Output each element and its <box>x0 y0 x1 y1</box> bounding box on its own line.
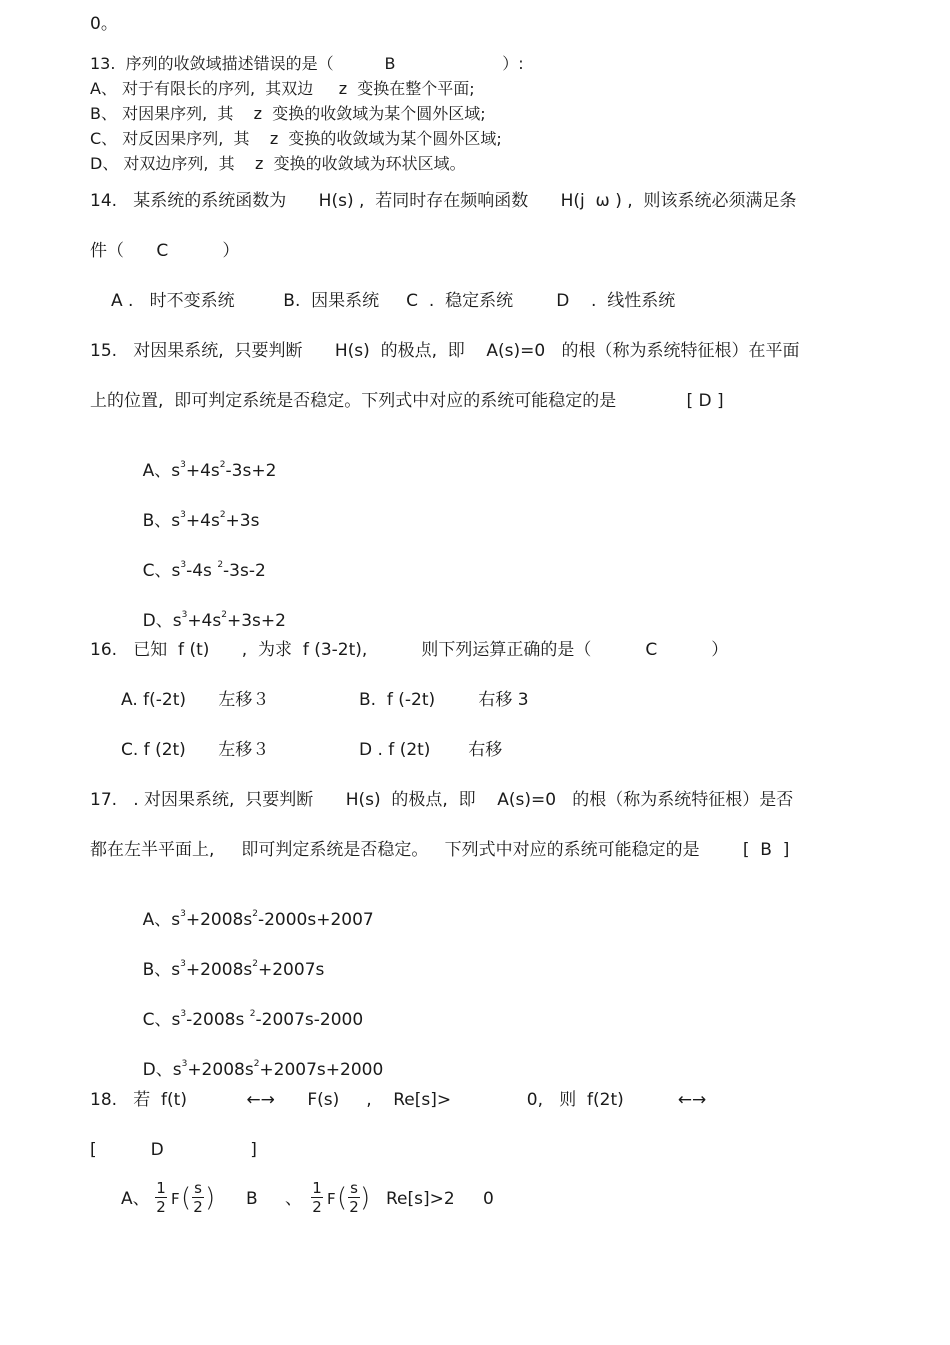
question-17-stem-line2: 都在左半平面上, 即可判定系统是否稳定。 下列式中对应的系统可能稳定的是 [ B ] <box>90 840 790 860</box>
fraction-denominator: 2 <box>193 1198 203 1216</box>
question-13-stem: 13. 序列的收敛域描述错误的是（ B ）: <box>90 54 524 73</box>
question-15-option-b: B、$s^3+4s^2+3s$ <box>142 510 260 531</box>
question-16-stem: 16. 已知 f (t) , 为求 f (3-2t), 则下列运算正确的是（ C ） <box>90 640 729 660</box>
question-17-option-b: B、$s^3+2008s^2+2007s$ <box>142 959 325 980</box>
question-16-option-c: C. f (2t) 左移３ <box>121 740 270 760</box>
question-13-option-b: B、 对因果序列, 其 z 变换的收敛域为某个圆外区域; <box>90 104 486 123</box>
left-paren-b: ( <box>337 1183 348 1213</box>
question-18-answer-bracket: [ D ] <box>90 1140 257 1160</box>
right-paren-a: ) <box>205 1183 216 1213</box>
question-16-option-a: A. f(-2t) 左移３ <box>121 690 270 710</box>
question-14-stem-line2: 件（ C ） <box>90 241 240 261</box>
continuation-text: 0。 <box>90 14 118 34</box>
fraction-one-half-b <box>310 1179 324 1216</box>
function-f-b: F <box>327 1190 336 1208</box>
fraction-numerator: 1 <box>156 1179 166 1197</box>
right-paren-b: ) <box>360 1183 371 1213</box>
fraction-denominator: 2 <box>156 1198 166 1216</box>
fraction-numerator: 1 <box>312 1179 322 1197</box>
question-17-option-a: A、$s^3+2008s^2-2000s+2007$ <box>142 909 374 930</box>
question-13-option-d: D、 对双边序列, 其 z 变换的收敛域为环状区域。 <box>90 154 466 173</box>
fraction-s-half-b <box>347 1179 361 1216</box>
fraction-one-half-a <box>154 1179 168 1216</box>
left-paren-a: ( <box>181 1183 192 1213</box>
region-condition-zero: 0 <box>483 1189 494 1209</box>
question-16-option-d: D . f (2t) 右移 <box>359 740 503 760</box>
fraction-numerator: s <box>350 1179 358 1197</box>
question-15-option-a: A、$s^3+4s^2-3s+2$ <box>142 460 277 481</box>
question-14-options: A . 时不变系统 B. 因果系统 C . 稳定系统 D . 线性系统 <box>111 291 676 311</box>
question-13-option-c: C、 对反因果序列, 其 z 变换的收敛域为某个圆外区域; <box>90 129 502 148</box>
question-13-option-a: A、 对于有限长的序列, 其双边 z 变换在整个平面; <box>90 79 475 98</box>
region-condition: Re[s]>2 <box>386 1189 455 1209</box>
question-15-option-c: C、$s^3-4s$ $^2$-3s-2 <box>142 560 266 581</box>
question-18-stem: 18. 若 f(t) ←→ F(s) , Re[s]> 0, 则 f(2t) ←→ <box>90 1090 707 1110</box>
fraction-denominator: 2 <box>312 1198 322 1216</box>
question-14-stem-line1: 14. 某系统的系统函数为 H(s) , 若同时存在频响函数 H(j ω ) , 则该系统必须满足条 <box>90 191 797 211</box>
question-17-stem-line1: 17. . 对因果系统, 只要判断 H(s) 的极点, 即 A(s)=0 的根（称为系统特征根）是否 <box>90 790 794 810</box>
question-15-option-d: D、$s^3+4s^2+3s+2$ <box>142 610 286 631</box>
fraction-numerator: s <box>194 1179 202 1197</box>
question-15-stem-line2: 上的位置, 即可判定系统是否稳定。下列式中对应的系统可能稳定的是 [ D ] <box>90 391 724 411</box>
question-17-option-d: D、$s^3+2008s^2+2007s+2000$ <box>142 1059 384 1080</box>
fraction-denominator: 2 <box>349 1198 359 1216</box>
question-18-option-b-label: B <box>246 1189 258 1209</box>
question-18-option-a-label: A、 <box>121 1189 150 1209</box>
question-15-stem-line1: 15. 对因果系统, 只要判断 H(s) 的极点, 即 A(s)=0 的根（称为系统特征根）在平面 <box>90 341 800 361</box>
fraction-s-half-a <box>191 1179 205 1216</box>
question-17-option-c: C、$s^3-2008s$ $^2$-2007s-2000 <box>142 1009 364 1030</box>
question-16-option-b: B. f (-2t) 右移 3 <box>359 690 529 710</box>
question-18-separator: 、 <box>285 1189 302 1209</box>
function-f-a: F <box>171 1190 180 1208</box>
